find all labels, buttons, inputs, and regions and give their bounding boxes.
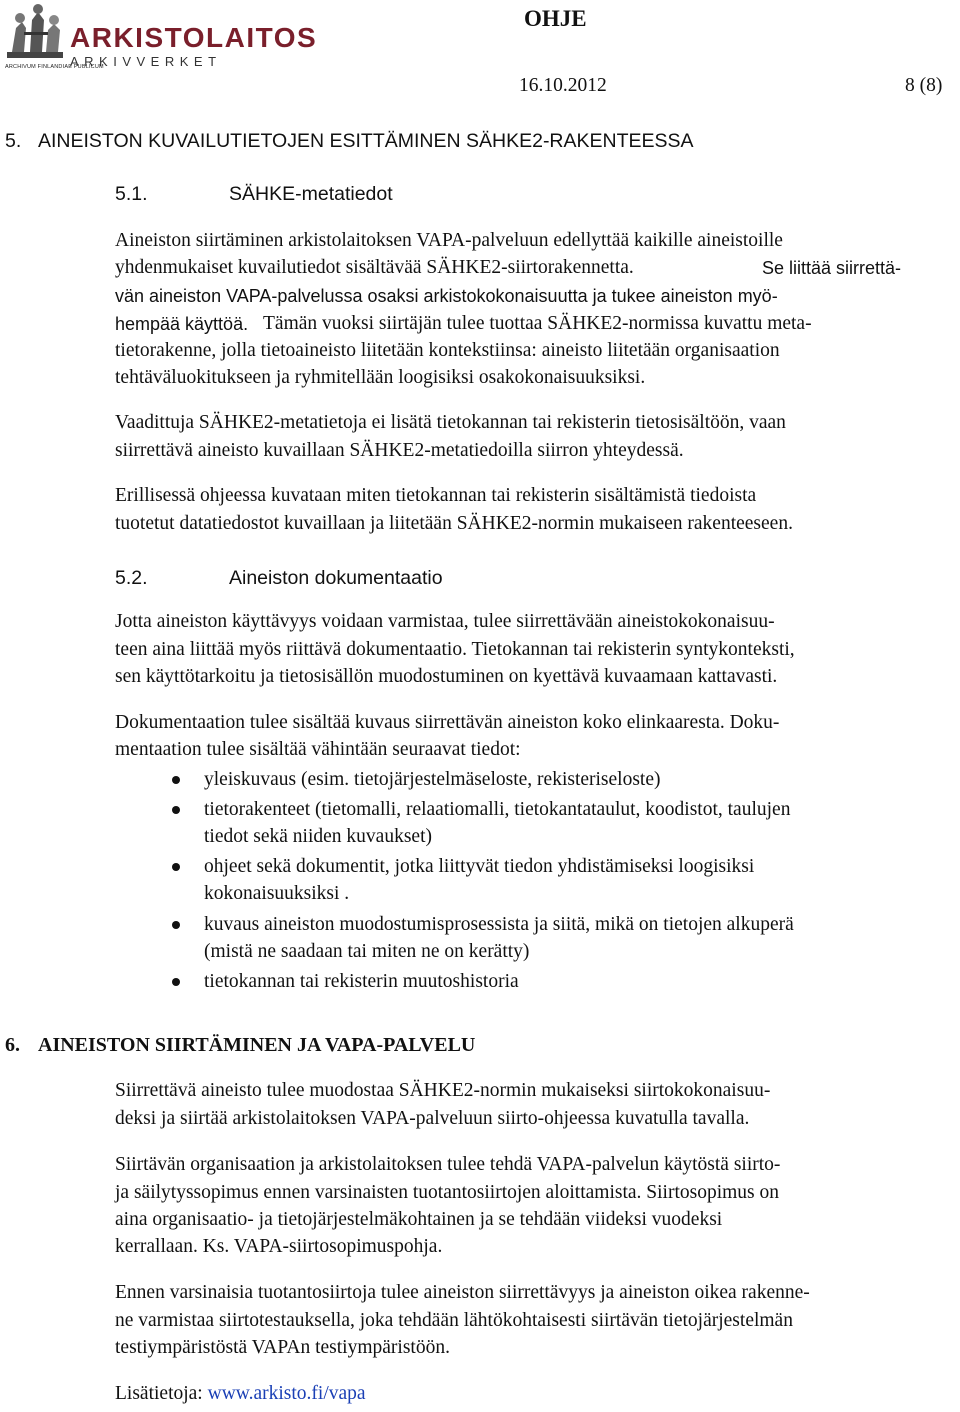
section-6-number: 6. [5, 1034, 20, 1056]
footer [115, 1382, 366, 1406]
paragraph-line: Siirtävän organisaation ja arkistolaitoksen tulee tehdä VAPA-palvelun käytöstä siirto- [115, 1154, 781, 1175]
list-item: tietorakenteet (tietomalli, relaatiomalli, tietokantataulut, koodistot, taulujen [204, 799, 791, 820]
paragraph-line: ne varmistaa siirtotestauksella, joka tehdään lähtökohtaisesti siirtävän tietojärjestelmän [115, 1310, 793, 1331]
paragraph-line: siirrettävä aineisto kuvaillaan SÄHKE2-metatiedoilla siirron yhteydessä. [115, 440, 684, 461]
section-5-number: 5. [5, 130, 22, 152]
list-item: ohjeet sekä dokumentit, jotka liittyvät tiedon yhdistämiseksi loogisiksi [204, 856, 755, 877]
section-5-1-number: 5.1. [115, 183, 148, 205]
paragraph-line: vän aineiston VAPA-palvelussa osaksi arkistokokonaisuutta ja tukee aineiston myö- [115, 286, 778, 306]
bullet-icon [172, 806, 180, 814]
paragraph-line: Aineiston siirtäminen arkistolaitoksen VAPA-palveluun edellyttää kaikille aineistoille [115, 230, 783, 251]
paragraph-line: tehtäväluokitukseen ja ryhmitellään loogisiksi osakokonaisuuksiksi. [115, 367, 646, 388]
paragraph-line: aina organisaatio- ja tietojärjestelmäkohtainen ja se tehdään viideksi vuodeksi [115, 1209, 723, 1230]
footer-label: Lisätietoja: [115, 1383, 208, 1404]
list-item: kuvaus aineiston muodostumisprosessista ja siitä, mikä on tietojen alkuperä [204, 914, 794, 935]
footer-link[interactable]: www.arkisto.fi/vapa [207, 1383, 366, 1404]
bullet-icon [172, 863, 180, 871]
paragraph-line: ja säilytyssopimus ennen varsinaisten tuotantosiirtojen aloittamista. Siirtosopimus on [115, 1182, 780, 1203]
paragraph-line: kerrallaan. Ks. VAPA-siirtosopimuspohja. [115, 1236, 443, 1257]
paragraph-line: testiympäristöstä VAPAn testiympäristöön. [115, 1337, 450, 1358]
paragraph-line: yhdenmukaiset kuvailutiedot sisältävää SÄHKE2-siirtorakennetta. [115, 257, 634, 278]
paragraph-line: Jotta aineiston käyttävyys voidaan varmistaa, tulee siirrettävään aineistokokonaisuu- [115, 611, 775, 632]
paragraph-line: deksi ja siirtää arkistolaitoksen VAPA-palveluun siirto-ohjeessa kuvatulla tavalla. [115, 1108, 750, 1129]
paragraph-line: Vaadittuja SÄHKE2-metatietoja ei lisätä tietokannan tai rekisterin tietosisältöön, vaan [115, 412, 786, 433]
section-5-2-number: 5.2. [115, 567, 148, 589]
arkistolaitos-logo [2, 2, 318, 74]
section-5-2-heading: Aineiston dokumentaatio [229, 567, 443, 589]
paragraph-line: Tämän vuoksi siirtäjän tulee tuottaa SÄHKE2-normissa kuvattu meta- [263, 313, 812, 334]
paragraph-line: teen aina liittää myös riittävä dokumentaatio. Tietokannan tai rekisterin syntykonteksti, [115, 639, 795, 660]
list-item: tietokannan tai rekisterin muutoshistoria [204, 971, 519, 992]
paragraph-line: sen käyttötarkoitu ja tietosisällön muodostuminen on kyettävä kuvaamaan kattavasti. [115, 666, 778, 687]
section-5-heading: AINEISTON KUVAILUTIETOJEN ESITTÄMINEN SÄHKE2-RAKENTEESSA [38, 130, 694, 152]
page-number: 8 (8) [905, 75, 943, 96]
logo-wordmark: ARKISTOLAITOS [70, 22, 318, 53]
bullet-icon [172, 776, 180, 784]
list-item: yleiskuvaus (esim. tietojärjestelmäseloste, rekisteriseloste) [204, 769, 661, 790]
paragraph-line: Dokumentaation tulee sisältää kuvaus siirrettävän aineiston koko elinkaaresta. Doku- [115, 712, 780, 733]
section-5-1-heading: SÄHKE-metatiedot [229, 183, 393, 205]
paragraph-line: Se liittää siirrettä- [762, 258, 902, 278]
paragraph-line: Erillisessä ohjeessa kuvataan miten tietokannan tai rekisterin sisältämistä tiedoista [115, 485, 757, 506]
logo-ribbon: ARCHIVUM FINLANDIAE PUBLICUM [5, 64, 104, 70]
bullet-icon [172, 921, 180, 929]
logo-subtitle: ARKIVVERKET [70, 54, 222, 69]
document-date: 16.10.2012 [519, 75, 607, 96]
document-type: OHJE [524, 6, 587, 31]
paragraph-line: tuotetut datatiedostot kuvaillaan ja liitetään SÄHKE2-normin mukaiseen rakenteeseen. [115, 513, 793, 534]
bullet-icon [172, 978, 180, 986]
paragraph-line: mentaation tulee sisältää vähintään seuraavat tiedot: [115, 739, 521, 760]
coat-of-arms-icon [4, 2, 66, 62]
list-item: tiedot sekä niiden kuvaukset) [204, 826, 432, 847]
paragraph-line: Ennen varsinaisia tuotantosiirtoja tulee aineiston siirrettävyys ja aineiston oikea rakenne- [115, 1282, 810, 1303]
list-item: kokonaisuuksiksi . [204, 883, 350, 904]
paragraph-line: hempää käyttöä. [115, 314, 249, 334]
paragraph-line: Siirrettävä aineisto tulee muodostaa SÄHKE2-normin mukaiseksi siirtokokonaisuu- [115, 1080, 771, 1101]
section-6-heading: AINEISTON SIIRTÄMINEN JA VAPA-PALVELU [38, 1034, 476, 1056]
paragraph-line: tietorakenne, jolla tietoaineisto liitetään kontekstiinsa: aineisto liitetään organisaation [115, 340, 780, 361]
list-item: (mistä ne saadaan tai miten ne on kerätty) [204, 941, 530, 962]
